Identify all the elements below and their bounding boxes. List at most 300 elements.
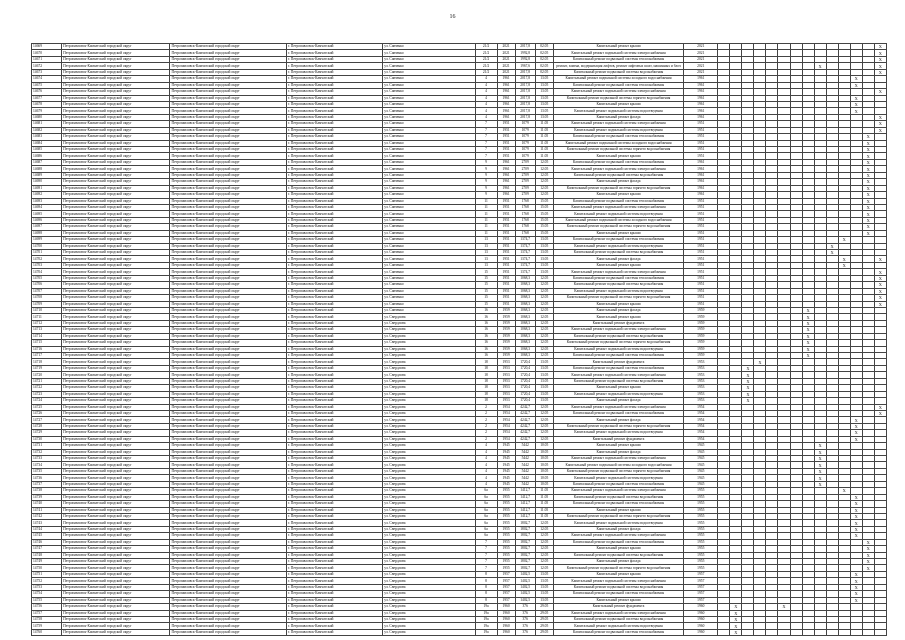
area-cell: 1374,7 [515, 250, 535, 256]
build-year-cell: 1945 [497, 481, 515, 487]
mark-cell [754, 629, 766, 635]
municipality-cell: Петропавловск-Камчатский городской округ [62, 50, 170, 56]
city-cell: г. Петропавловск-Камчатский [286, 546, 382, 552]
street-cell: ул. Свердлова [383, 507, 475, 513]
street-cell: ул. Свердлова [383, 378, 475, 384]
house-number-cell: 4 [475, 89, 497, 95]
row-number: 14750 [32, 565, 62, 571]
settlement-cell: Петропавловск-Камчатский городской округ [170, 533, 286, 539]
row-number: 14669 [32, 44, 62, 50]
settlement-cell: Петропавловск-Камчатский городской округ [170, 295, 286, 301]
house-number-cell: 4 [475, 449, 497, 455]
code-cell: 12.05 [535, 301, 553, 307]
plan-year-cell: 1951 [684, 217, 718, 223]
settlement-cell: Петропавловск-Камчатский городской округ [170, 327, 286, 333]
mark-cell [850, 629, 862, 635]
code-cell: 02.05 [535, 69, 553, 75]
work-type-cell: Капитальный ремонт подвальной системы теплоснабжения [553, 56, 683, 62]
mark-cell: X [802, 340, 814, 346]
row-number: 14713 [32, 327, 62, 333]
mark-cell [862, 629, 874, 635]
row-number: 14705 [32, 275, 62, 281]
build-year-cell: 1960 [497, 616, 515, 622]
code-cell: 02.05 [535, 44, 553, 50]
mark-cell: X [730, 629, 742, 635]
street-cell: ул. Свердлова [383, 456, 475, 462]
plan-year-cell: 1961 [684, 89, 718, 95]
street-cell: ул. Свердлова [383, 616, 475, 622]
plan-year-cell: 1951 [684, 204, 718, 210]
municipality-cell: Петропавловск-Камчатский городской округ [62, 82, 170, 88]
mark-cell: X [862, 192, 874, 198]
mark-cell: X [850, 571, 862, 577]
city-cell: г. Петропавловск-Камчатский [286, 513, 382, 519]
settlement-cell: Петропавловск-Камчатский городской округ [170, 481, 286, 487]
plan-year-cell: 1961 [684, 76, 718, 82]
city-cell: г. Петропавловск-Камчатский [286, 423, 382, 429]
settlement-cell: Петропавловск-Камчатский городской округ [170, 166, 286, 172]
area-cell: 5442 [515, 475, 535, 481]
municipality-cell: Петропавловск-Камчатский городской округ [62, 571, 170, 577]
code-cell: 12.05 [535, 404, 553, 410]
build-year-cell: 1955 [497, 559, 515, 565]
mark-cell: X [862, 185, 874, 191]
work-type-cell: Капитальный ремонт подвальной системы водоотведения [553, 475, 683, 481]
mark-cell: X [814, 63, 826, 69]
settlement-cell: Петропавловск-Камчатский городской округ [170, 475, 286, 481]
code-cell: 13.05 [535, 372, 553, 378]
settlement-cell: Петропавловск-Камчатский городской округ [170, 114, 286, 120]
code-cell: 12.05 [535, 340, 553, 346]
municipality-cell: Петропавловск-Камчатский городской округ [62, 378, 170, 384]
settlement-cell: Петропавловск-Камчатский городской округ [170, 372, 286, 378]
build-year-cell: 1951 [497, 147, 515, 153]
mark-cell: X [862, 179, 874, 185]
build-year-cell: 1955 [497, 539, 515, 545]
row-number: 14722 [32, 385, 62, 391]
code-cell: 13.05 [535, 237, 553, 243]
house-number-cell: 2 [475, 417, 497, 423]
city-cell: г. Петропавловск-Камчатский [286, 616, 382, 622]
row-number: 14684 [32, 140, 62, 146]
municipality-cell: Петропавловск-Камчатский городской округ [62, 501, 170, 507]
code-cell: 12.05 [535, 192, 553, 198]
city-cell: г. Петропавловск-Камчатский [286, 488, 382, 494]
work-type-cell: Капитальный ремонт подвальной системы горячего водоснабжения [553, 513, 683, 519]
settlement-cell: Петропавловск-Камчатский городской округ [170, 623, 286, 629]
code-cell: 12.05 [535, 295, 553, 301]
code-cell: 13.05 [535, 101, 553, 107]
build-year-cell: 1953 [497, 359, 515, 365]
area-cell: 1068,3 [515, 320, 535, 326]
settlement-cell: Петропавловск-Камчатский городской округ [170, 513, 286, 519]
house-number-cell: 4 [475, 475, 497, 481]
mark-cell: X [802, 353, 814, 359]
build-year-cell: 1951 [497, 295, 515, 301]
build-year-cell: 1951 [497, 275, 515, 281]
mark-cell: X [742, 378, 754, 384]
house-number-cell: 13 [475, 262, 497, 268]
street-cell: ул. Свердлова [383, 372, 475, 378]
code-cell: 29.05 [535, 610, 553, 616]
mark-cell: X [850, 591, 862, 597]
area-cell: 1768 [515, 217, 535, 223]
build-year-cell: 1945 [497, 443, 515, 449]
plan-year-cell: 1954 [684, 423, 718, 429]
house-number-cell: 15 [475, 269, 497, 275]
page-number: 16 [449, 14, 456, 20]
work-type-cell: Капитальный ремонт подвальной системы электроснабжения [553, 610, 683, 616]
build-year-cell: 1959 [497, 307, 515, 313]
settlement-cell: Петропавловск-Камчатский городской округ [170, 462, 286, 468]
street-cell: ул. Свердлова [383, 546, 475, 552]
street-cell: ул. Савченко [383, 134, 475, 140]
code-cell: 10.05 [535, 468, 553, 474]
row-number: 14733 [32, 456, 62, 462]
house-number-cell: 6а [475, 520, 497, 526]
mark-cell: X [862, 172, 874, 178]
house-number-cell: 15 [475, 301, 497, 307]
row-number: 14681 [32, 121, 62, 127]
house-number-cell: 7 [475, 565, 497, 571]
area-cell: 1068,3 [515, 301, 535, 307]
row-number: 14748 [32, 552, 62, 558]
area-cell: 1802,7 [515, 533, 535, 539]
area-cell: 376 [515, 629, 535, 635]
city-cell: г. Петропавловск-Камчатский [286, 89, 382, 95]
build-year-cell: 1954 [497, 436, 515, 442]
house-number-cell: 4 [475, 114, 497, 120]
street-cell: ул. Свердлова [383, 423, 475, 429]
register-table [31, 43, 887, 636]
municipality-cell: Петропавловск-Камчатский городской округ [62, 423, 170, 429]
build-year-cell: 1957 [497, 571, 515, 577]
work-type-cell: Капитальный ремонт подвальной системы теплоснабжения [553, 539, 683, 545]
code-cell: 10.05 [535, 462, 553, 468]
plan-year-cell: 1957 [684, 584, 718, 590]
code-cell: 15.05 [535, 217, 553, 223]
street-cell: ул. Свердлова [383, 398, 475, 404]
mark-cell: X [850, 101, 862, 107]
code-cell: 13.05 [535, 378, 553, 384]
area-cell: 1992,8 [515, 56, 535, 62]
row-number: 14752 [32, 578, 62, 584]
street-cell: ул. Савченко [383, 288, 475, 294]
municipality-cell: Петропавловск-Камчатский городской округ [62, 494, 170, 500]
street-cell: ул. Савченко [383, 140, 475, 146]
area-cell: 1768 [515, 230, 535, 236]
area-cell: 2017,8 [515, 69, 535, 75]
area-cell: 1374,7 [515, 237, 535, 243]
build-year-cell: 1955 [497, 507, 515, 513]
house-number-cell: 19а [475, 604, 497, 610]
city-cell: г. Петропавловск-Камчатский [286, 140, 382, 146]
work-type-cell: Капитальный ремонт подвальной системы электроснабжения [553, 456, 683, 462]
municipality-cell: Петропавловск-Камчатский городской округ [62, 211, 170, 217]
plan-year-cell: 1953 [684, 378, 718, 384]
city-cell: г. Петропавловск-Камчатский [286, 565, 382, 571]
municipality-cell: Петропавловск-Камчатский городской округ [62, 616, 170, 622]
city-cell: г. Петропавловск-Камчатский [286, 159, 382, 165]
settlement-cell: Петропавловск-Камчатский городской округ [170, 314, 286, 320]
house-number-cell: 11 [475, 211, 497, 217]
area-cell: 1402,5 [515, 584, 535, 590]
house-number-cell: 9 [475, 166, 497, 172]
work-type-cell: Капитальный ремонт крыши [553, 314, 683, 320]
row-number: 14726 [32, 410, 62, 416]
street-cell: ул. Свердлова [383, 475, 475, 481]
settlement-cell: Петропавловск-Камчатский городской округ [170, 56, 286, 62]
build-year-cell: 1961 [497, 172, 515, 178]
code-cell: 13.05 [535, 269, 553, 275]
code-cell: 12.05 [535, 314, 553, 320]
street-cell: ул. Савченко [383, 89, 475, 95]
house-number-cell: 18 [475, 372, 497, 378]
plan-year-cell: 1953 [684, 391, 718, 397]
area-cell: 1802,7 [515, 552, 535, 558]
mark-cell: X [850, 95, 862, 101]
plan-year-cell: 1955 [684, 520, 718, 526]
mark-cell: X [874, 410, 886, 416]
street-cell: ул. Савченко [383, 301, 475, 307]
plan-year-cell: 1951 [684, 237, 718, 243]
area-cell: 1802,7 [515, 546, 535, 552]
plan-year-cell: 1961 [684, 192, 718, 198]
street-cell: ул. Савченко [383, 224, 475, 230]
street-cell: ул. Савченко [383, 192, 475, 198]
plan-year-cell: 1955 [684, 488, 718, 494]
row-number: 14673 [32, 69, 62, 75]
city-cell: г. Петропавловск-Камчатский [286, 404, 382, 410]
build-year-cell: 1959 [497, 314, 515, 320]
work-type-cell: Капитальный ремонт подвальной системы водоотведения [553, 520, 683, 526]
house-number-cell: 11 [475, 224, 497, 230]
work-type-cell: Капитальный ремонт крыши [553, 571, 683, 577]
build-year-cell: 1961 [497, 192, 515, 198]
build-year-cell: 1957 [497, 578, 515, 584]
area-cell: 2709 [515, 179, 535, 185]
city-cell: г. Петропавловск-Камчатский [286, 417, 382, 423]
street-cell: ул. Савченко [383, 63, 475, 69]
house-number-cell: 15 [475, 288, 497, 294]
city-cell: г. Петропавловск-Камчатский [286, 398, 382, 404]
work-type-cell: Капитальный ремонт подвальной системы теплоснабжения [553, 591, 683, 597]
work-type-cell: Капитальный ремонт крыши [553, 597, 683, 603]
row-number: 14746 [32, 539, 62, 545]
area-cell: 4242,7 [515, 423, 535, 429]
build-year-cell: 1959 [497, 327, 515, 333]
municipality-cell: Петропавловск-Камчатский городской округ [62, 147, 170, 153]
plan-year-cell: 1951 [684, 288, 718, 294]
area-cell: 2709 [515, 166, 535, 172]
street-cell: ул. Свердлова [383, 533, 475, 539]
work-type-cell: Капитальный ремонт подвальной системы теплоснабжения [553, 237, 683, 243]
build-year-cell: 1951 [497, 224, 515, 230]
mark-cell: X [874, 295, 886, 301]
mark-cell: X [850, 108, 862, 114]
settlement-cell: Петропавловск-Камчатский городской округ [170, 552, 286, 558]
street-cell: ул. Свердлова [383, 410, 475, 416]
code-cell: 29.05 [535, 623, 553, 629]
settlement-cell: Петропавловск-Камчатский городской округ [170, 288, 286, 294]
plan-year-cell: 1961 [684, 185, 718, 191]
code-cell: 13.05 [535, 578, 553, 584]
city-cell: г. Петропавловск-Камчатский [286, 121, 382, 127]
plan-year-cell: 1951 [684, 250, 718, 256]
work-type-cell: Капитальный ремонт фасада [553, 256, 683, 262]
city-cell: г. Петропавловск-Камчатский [286, 578, 382, 584]
city-cell: г. Петропавловск-Камчатский [286, 430, 382, 436]
work-type-cell: Капитальный ремонт крыши [553, 507, 683, 513]
build-year-cell: 1951 [497, 282, 515, 288]
area-cell: 5442 [515, 443, 535, 449]
work-type-cell: Капитальный ремонт фасада [553, 559, 683, 565]
street-cell: ул. Савченко [383, 307, 475, 313]
code-cell: 11.05 [535, 501, 553, 507]
settlement-cell: Петропавловск-Камчатский городской округ [170, 224, 286, 230]
city-cell: г. Петропавловск-Камчатский [286, 501, 382, 507]
city-cell: г. Петропавловск-Камчатский [286, 314, 382, 320]
house-number-cell: 16 [475, 333, 497, 339]
row-number: 14693 [32, 198, 62, 204]
municipality-cell: Петропавловск-Камчатский городской округ [62, 192, 170, 198]
mark-cell: X [850, 430, 862, 436]
mark-cell: X [814, 468, 826, 474]
city-cell: г. Петропавловск-Камчатский [286, 629, 382, 635]
street-cell: ул. Савченко [383, 153, 475, 159]
work-type-cell: Капитальный ремонт подвальной системы горячего водоснабжения [553, 95, 683, 101]
street-cell: ул. Свердлова [383, 333, 475, 339]
city-cell: г. Петропавловск-Камчатский [286, 153, 382, 159]
municipality-cell: Петропавловск-Камчатский городской округ [62, 217, 170, 223]
work-type-cell: Капитальный ремонт крыши [553, 153, 683, 159]
code-cell: 12.05 [535, 159, 553, 165]
row-number: 14674 [32, 76, 62, 82]
work-type-cell: Капитальный ремонт подвальной системы теплоснабжения [553, 159, 683, 165]
build-year-cell: 1954 [497, 404, 515, 410]
house-number-cell: 16 [475, 320, 497, 326]
settlement-cell: Петропавловск-Камчатский городской округ [170, 597, 286, 603]
plan-year-cell: 1953 [684, 372, 718, 378]
settlement-cell: Петропавловск-Камчатский городской округ [170, 423, 286, 429]
build-year-cell: 1957 [497, 584, 515, 590]
row-number: 14743 [32, 520, 62, 526]
plan-year-cell: 1961 [684, 114, 718, 120]
settlement-cell: Петропавловск-Камчатский городской округ [170, 559, 286, 565]
mark-cell [802, 629, 814, 635]
street-cell: ул. Свердлова [383, 443, 475, 449]
code-cell: 10.05 [535, 449, 553, 455]
settlement-cell: Петропавловск-Камчатский городской округ [170, 101, 286, 107]
city-cell: г. Петропавловск-Камчатский [286, 127, 382, 133]
city-cell: г. Петропавловск-Камчатский [286, 282, 382, 288]
municipality-cell: Петропавловск-Камчатский городской округ [62, 179, 170, 185]
build-year-cell: 1951 [497, 269, 515, 275]
code-cell: 13.05 [535, 262, 553, 268]
house-number-cell: 19а [475, 610, 497, 616]
work-type-cell: Капитальный ремонт крыши [553, 230, 683, 236]
work-type-cell: Капитальный ремонт подвальной системы водоотведения [553, 430, 683, 436]
code-cell: 12.05 [535, 346, 553, 352]
settlement-cell: Петропавловск-Камчатский городской округ [170, 307, 286, 313]
settlement-cell: Петропавловск-Камчатский городской округ [170, 604, 286, 610]
settlement-cell: Петропавловск-Камчатский городской округ [170, 385, 286, 391]
row-number: 14740 [32, 501, 62, 507]
street-cell: ул. Свердлова [383, 314, 475, 320]
area-cell: 4242,7 [515, 404, 535, 410]
mark-cell: X [838, 237, 850, 243]
code-cell: 15.05 [535, 211, 553, 217]
row-number: 14698 [32, 230, 62, 236]
area-cell: 2709 [515, 172, 535, 178]
city-cell: г. Петропавловск-Камчатский [286, 365, 382, 371]
code-cell: 02.05 [535, 56, 553, 62]
municipality-cell: Петропавловск-Камчатский городской округ [62, 185, 170, 191]
municipality-cell: Петропавловск-Камчатский городской округ [62, 526, 170, 532]
street-cell: ул. Свердлова [383, 591, 475, 597]
municipality-cell: Петропавловск-Камчатский городской округ [62, 578, 170, 584]
city-cell: г. Петропавловск-Камчатский [286, 192, 382, 198]
area-cell: 2017,8 [515, 101, 535, 107]
municipality-cell: Петропавловск-Камчатский городской округ [62, 398, 170, 404]
street-cell: ул. Савченко [383, 295, 475, 301]
settlement-cell: Петропавловск-Камчатский городской округ [170, 134, 286, 140]
row-number: 14711 [32, 314, 62, 320]
city-cell: г. Петропавловск-Камчатский [286, 134, 382, 140]
code-cell: 02.05 [535, 63, 553, 69]
area-cell: 1068,3 [515, 314, 535, 320]
settlement-cell: Петропавловск-Камчатский городской округ [170, 546, 286, 552]
city-cell: г. Петропавловск-Камчатский [286, 301, 382, 307]
work-type-cell: Капитальный ремонт подвальной системы теплоснабжения [553, 134, 683, 140]
municipality-cell: Петропавловск-Камчатский городской округ [62, 372, 170, 378]
settlement-cell: Петропавловск-Камчатский городской округ [170, 63, 286, 69]
build-year-cell: 2021 [497, 63, 515, 69]
house-number-cell: 21/2 [475, 63, 497, 69]
settlement-cell: Петропавловск-Камчатский городской округ [170, 172, 286, 178]
code-cell: 12.05 [535, 166, 553, 172]
build-year-cell: 1955 [497, 488, 515, 494]
work-type-cell: Капитальный ремонт подвальной системы горячего водоснабжения [553, 468, 683, 474]
house-number-cell: 6а [475, 513, 497, 519]
municipality-cell: Петропавловск-Камчатский городской округ [62, 262, 170, 268]
work-type-cell: Капитальный ремонт подвальной системы водоснабжения [553, 69, 683, 75]
street-cell: ул. Савченко [383, 101, 475, 107]
street-cell: ул. Свердлова [383, 501, 475, 507]
plan-year-cell: 1959 [684, 353, 718, 359]
build-year-cell: 1960 [497, 610, 515, 616]
work-type-cell: Капитальный ремонт подвальной системы холодного водоснабжения [553, 140, 683, 146]
work-type-cell: Капитальный ремонт подвальной системы водоснабжения [553, 616, 683, 622]
house-number-cell: 18 [475, 378, 497, 384]
area-cell: 376 [515, 604, 535, 610]
build-year-cell: 1961 [497, 108, 515, 114]
work-type-cell: Капитальный ремонт подвальной системы горячего водоснабжения [553, 185, 683, 191]
plan-year-cell: 1951 [684, 301, 718, 307]
code-cell: 12.05 [535, 539, 553, 545]
mark-cell: X [874, 121, 886, 127]
street-cell: ул. Савченко [383, 179, 475, 185]
plan-year-cell: 1961 [684, 95, 718, 101]
mark-cell [718, 629, 730, 635]
work-type-cell: Капитальный ремонт подвальной системы водоотведения [553, 391, 683, 397]
mark-cell: X [850, 501, 862, 507]
mark-cell [766, 629, 778, 635]
work-type-cell: Капитальный ремонт подвальной системы электроснабжения [553, 327, 683, 333]
street-cell: ул. Савченко [383, 44, 475, 50]
house-number-cell: 2 [475, 436, 497, 442]
municipality-cell: Петропавловск-Камчатский городской округ [62, 565, 170, 571]
